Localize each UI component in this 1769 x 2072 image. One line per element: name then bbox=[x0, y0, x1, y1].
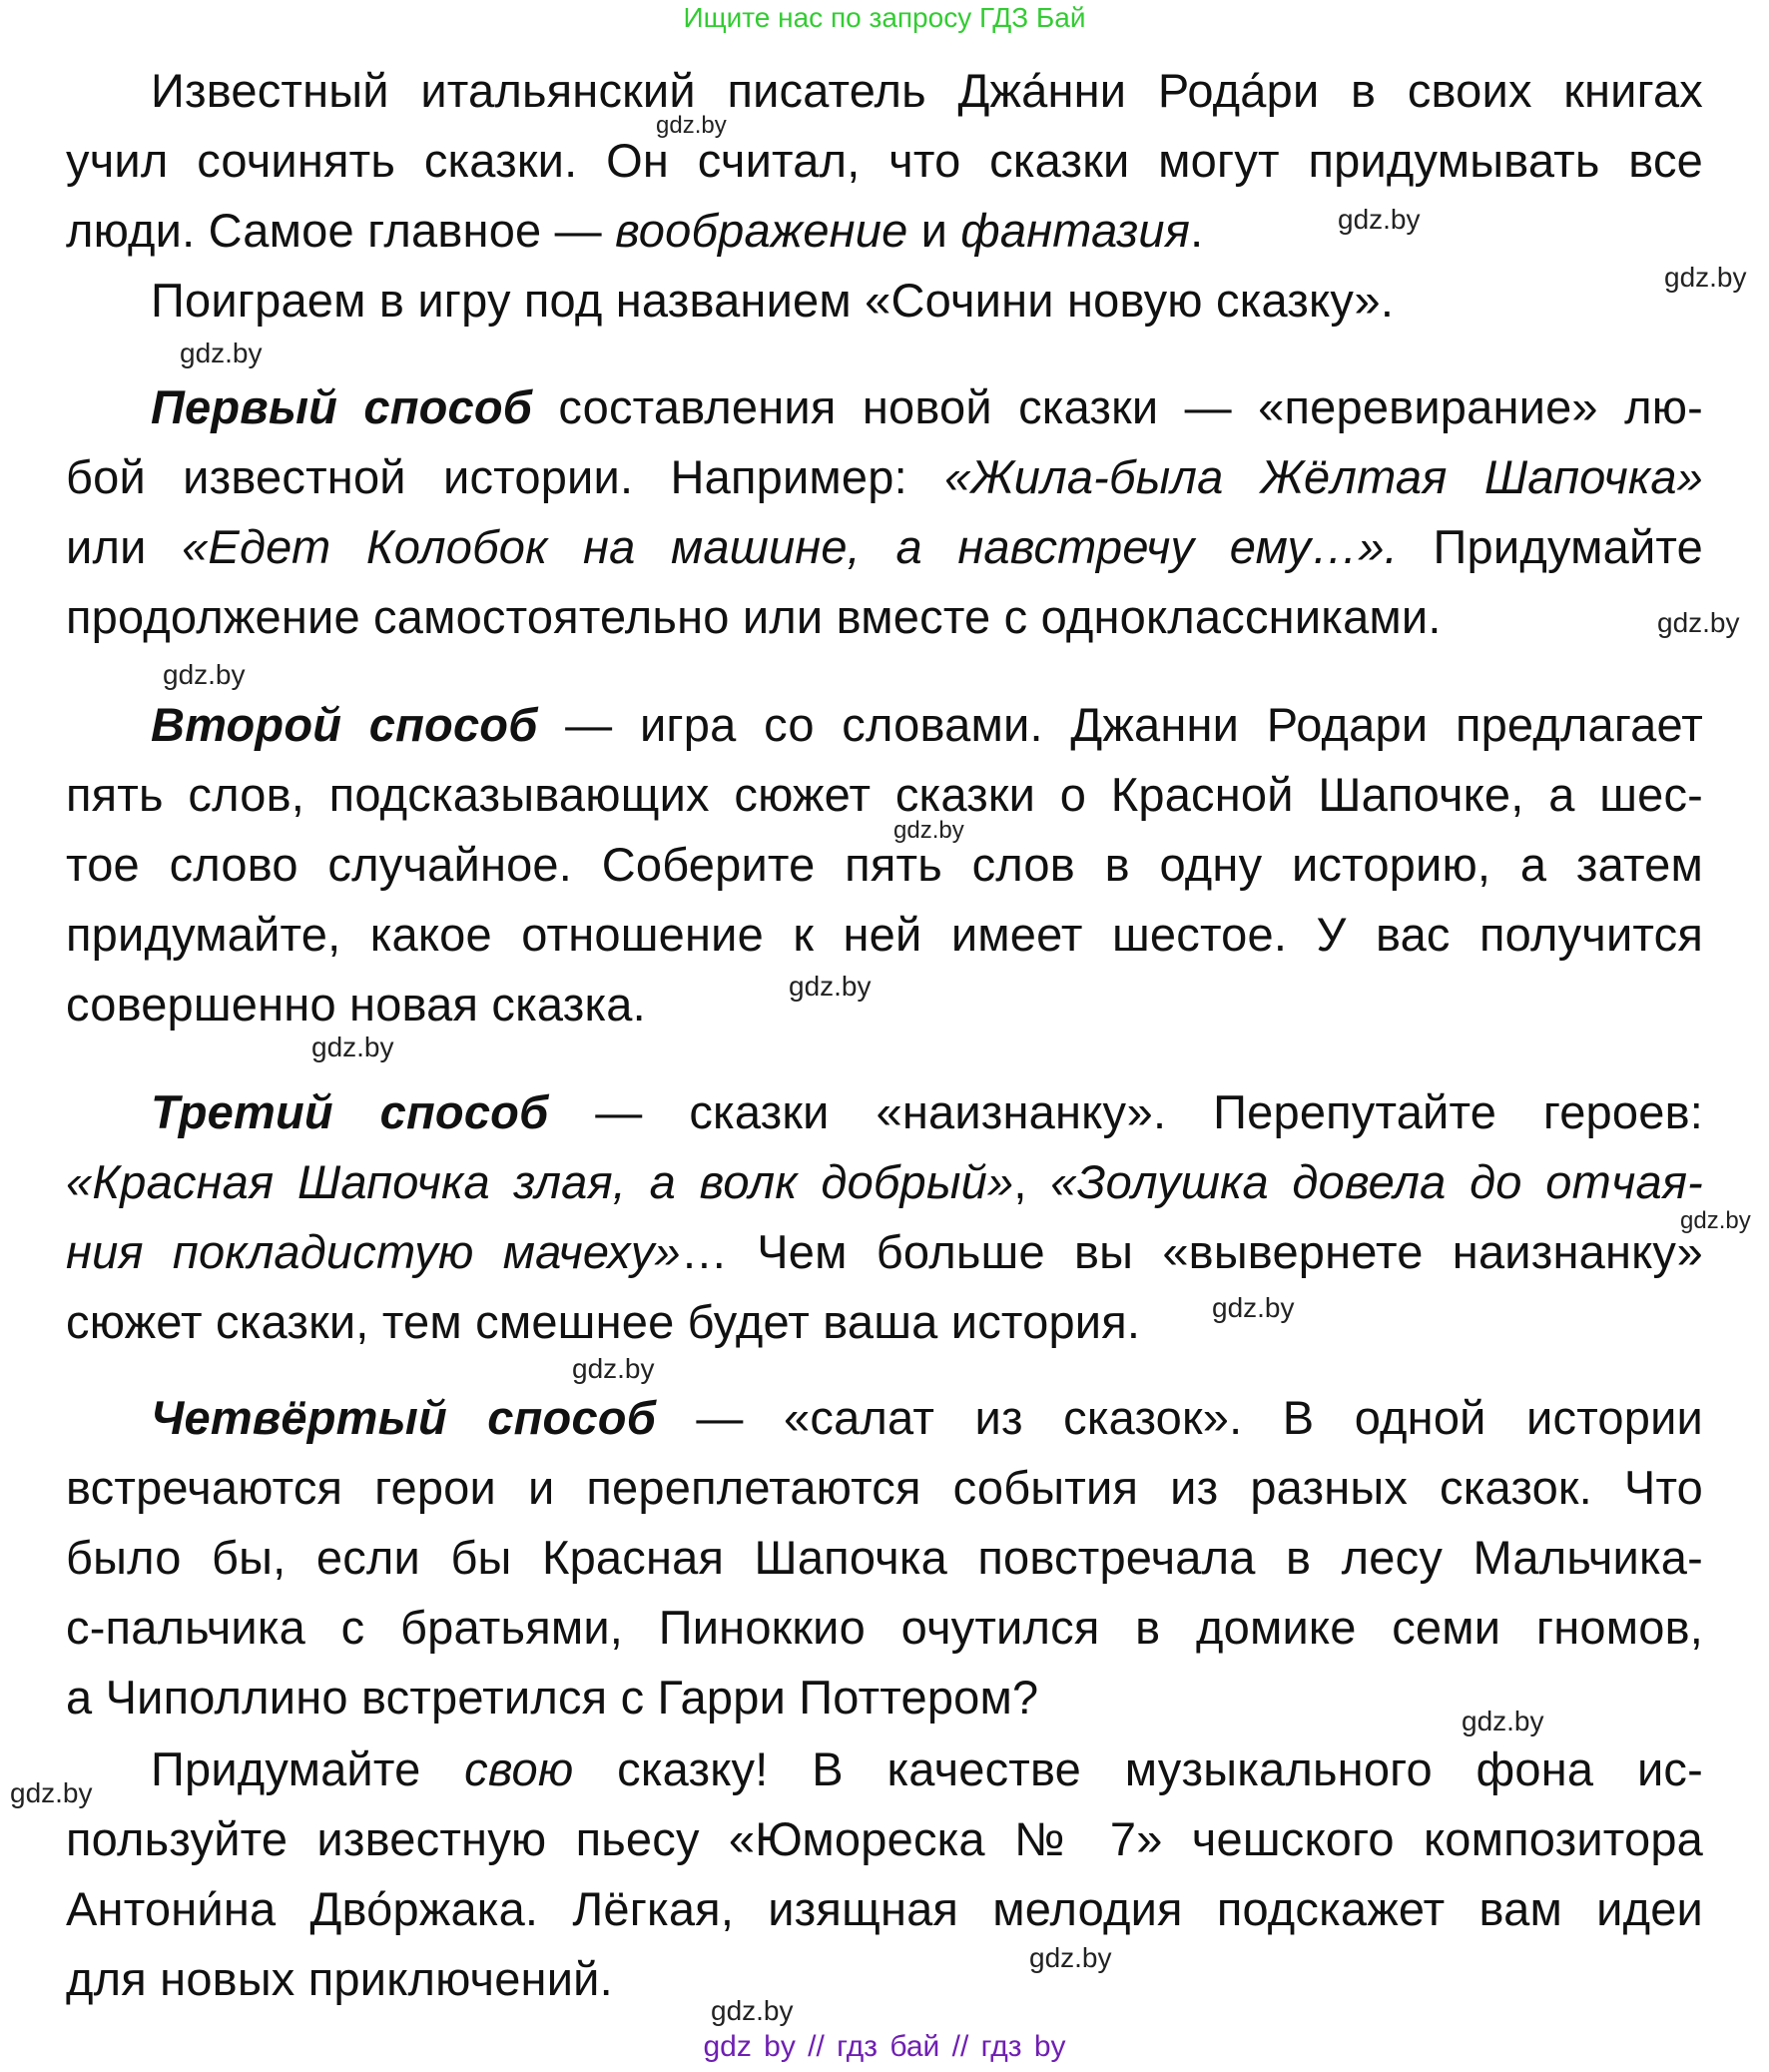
site-header: Ищите нас по запросу ГДЗ Бай bbox=[683, 2, 1086, 33]
watermark: gdz.by bbox=[1462, 1706, 1544, 1736]
text-line: или «Едет Колобок на машине, а навстречу ему…». Придумайте bbox=[66, 520, 1703, 573]
text-line: было бы, если бы Красная Шапочка повстречала в лесу Мальчика- bbox=[66, 1531, 1703, 1584]
text-line: люди. Самое главное — воображение и фантазия. bbox=[66, 204, 1204, 257]
watermark: gdz.by bbox=[1338, 204, 1421, 235]
watermark: gdz.by bbox=[10, 1777, 93, 1808]
paragraph-second-method bbox=[66, 690, 1703, 1039]
text-line: придумайте, какое отношение к ней имеет шестое. У вас получится bbox=[66, 908, 1703, 961]
text-line: Поиграем в игру под названием «Сочини новую сказку». bbox=[151, 274, 1395, 327]
watermark: gdz.by bbox=[1680, 1207, 1751, 1234]
text-line: Придумайте свою сказку! В качестве музыкального фона ис- bbox=[151, 1742, 1703, 1795]
text-line: совершенно новая сказка. bbox=[66, 978, 646, 1031]
paragraph-conclusion bbox=[66, 1734, 1703, 2014]
text-line: Антони́на Дво́ржака. Лёгкая, изящная мелодия подскажет вам идеи bbox=[66, 1882, 1703, 1935]
watermark: gdz.by bbox=[711, 1995, 794, 2026]
text-line: Третий способ — сказки «наизнанку». Перепутайте героев: bbox=[151, 1085, 1704, 1138]
text-line: а Чиполлино встретился с Гарри Поттером? bbox=[66, 1671, 1039, 1724]
watermark: gdz.by bbox=[1657, 607, 1740, 638]
watermark: gdz.by bbox=[311, 1032, 394, 1062]
watermark: gdz.by bbox=[572, 1353, 655, 1384]
text-line: Четвёртый способ — «салат из сказок». В одной истории bbox=[151, 1391, 1703, 1444]
watermark: gdz.by bbox=[180, 338, 263, 368]
watermark: gdz.by bbox=[1664, 262, 1747, 293]
text-line: для новых приключений. bbox=[66, 1952, 613, 2005]
paragraph-third-method bbox=[66, 1077, 1703, 1357]
text-line: с-пальчика с братьями, Пиноккио очутился в домике семи гномов, bbox=[66, 1601, 1703, 1654]
text-line: пять слов, подсказывающих сюжет сказки о Красной Шапочке, а шес- bbox=[66, 768, 1703, 821]
text-line: бой известной истории. Например: «Жила-была Жёлтая Шапочка» bbox=[66, 450, 1703, 503]
watermark: gdz.by bbox=[163, 659, 246, 690]
text-line: пользуйте известную пьесу «Юмореска № 7» чешского композитора bbox=[66, 1812, 1703, 1865]
watermark: gdz.by bbox=[656, 112, 727, 139]
paragraph-fourth-method bbox=[66, 1383, 1703, 1732]
site-footer: gdz by // гдз бай // гдз by bbox=[703, 2030, 1066, 2063]
paragraph-game bbox=[66, 266, 1703, 336]
text-line: Первый способ составления новой сказки — «перевирание» лю- bbox=[151, 380, 1703, 433]
text-line: сюжет сказки, тем смешнее будет ваша история. bbox=[66, 1295, 1141, 1348]
text-line: ния покладистую мачеху»… Чем больше вы «вывернете наизнанку» bbox=[66, 1225, 1703, 1278]
watermark: gdz.by bbox=[893, 817, 964, 844]
watermark: gdz.by bbox=[1029, 1942, 1112, 1973]
text-line: «Красная Шапочка злая, а волк добрый», «Золушка довела до отчая- bbox=[66, 1155, 1703, 1208]
watermark: gdz.by bbox=[1212, 1292, 1295, 1323]
paragraph-first-method bbox=[66, 372, 1703, 652]
text-line: учил сочинять сказки. Он считал, что сказки могут придумывать все bbox=[66, 134, 1703, 187]
text-line: тое слово случайное. Соберите пять слов в одну историю, а затем bbox=[66, 838, 1703, 891]
watermark: gdz.by bbox=[789, 971, 872, 1002]
text-line: Известный итальянский писатель Джа́нни Рода́ри в своих книгах bbox=[151, 64, 1703, 117]
text-line: встречаются герои и переплетаются события из разных сказок. Что bbox=[66, 1461, 1703, 1514]
text-line: Второй способ — игра со словами. Джанни Родари предлагает bbox=[151, 698, 1703, 751]
paragraph-intro bbox=[66, 56, 1703, 266]
text-line: продолжение самостоятельно или вместе с одноклассниками. bbox=[66, 590, 1442, 643]
